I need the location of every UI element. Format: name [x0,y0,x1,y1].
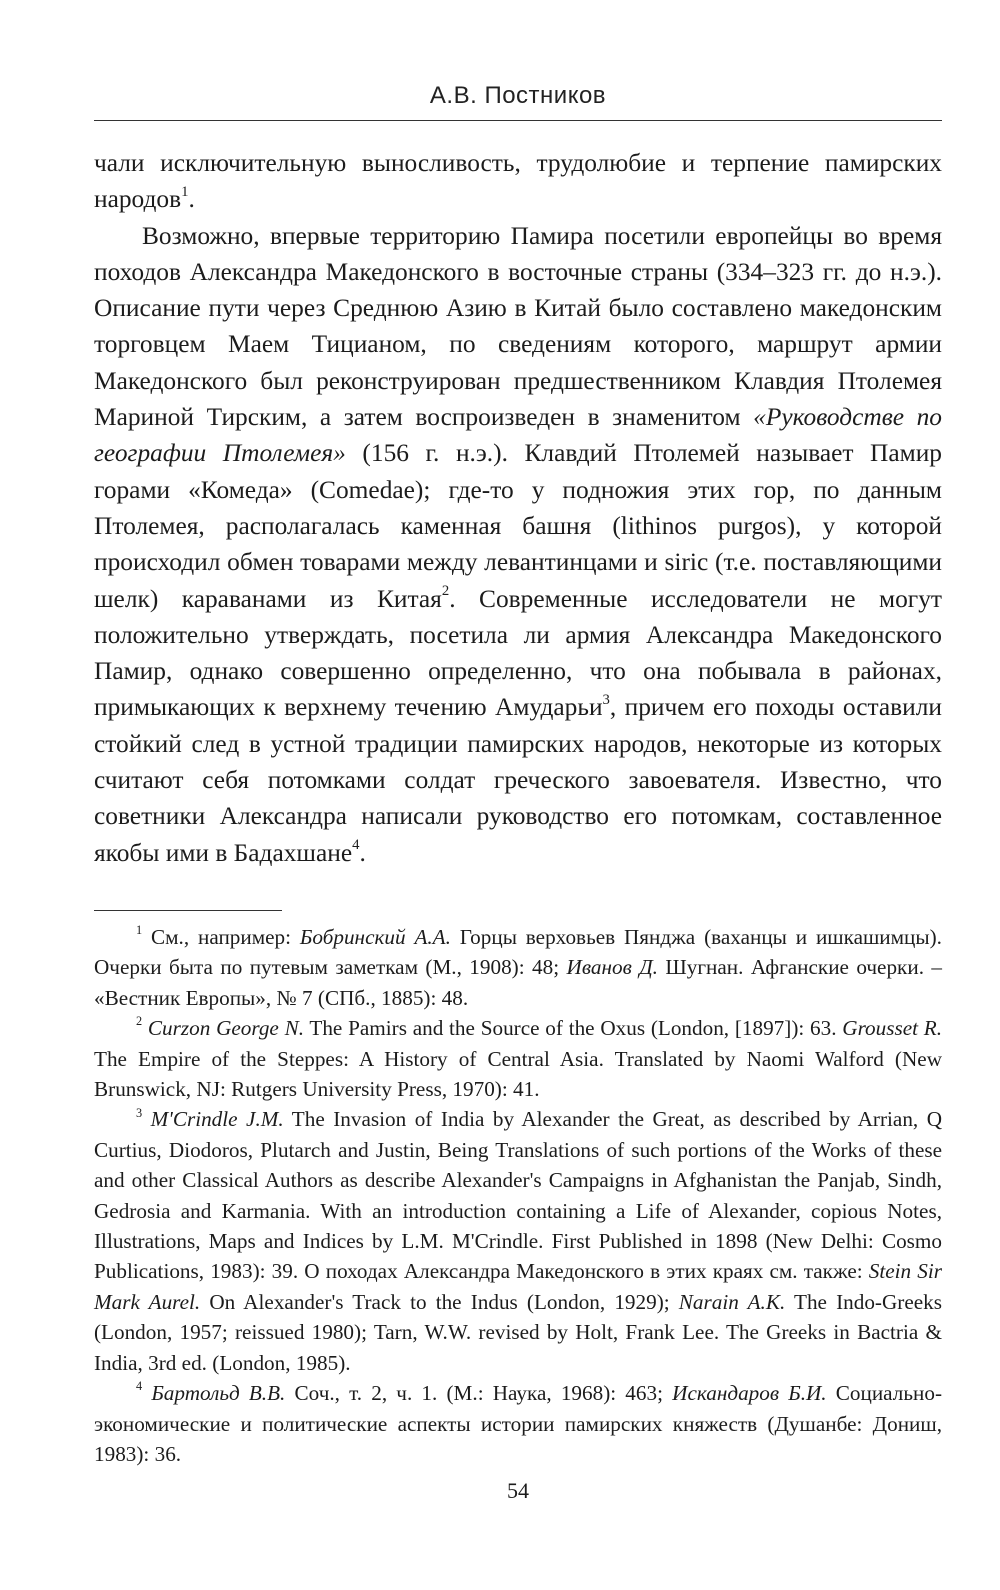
footnote-3 [94,1104,942,1378]
footnote-rule [94,910,282,911]
main-text [94,145,942,871]
header-rule [94,120,942,121]
footnote-author: Искандаров Б.И. [672,1381,827,1406]
footnote-author: Иванов Д. [566,955,658,980]
footnote-text: Горцы верховьев Пянджа (ваханцы и ишкашимцы). Очерки быта по путевым заметкам (М., 1908): 48; [94,925,942,980]
footnote-text: The Empire of the Steppes: A History of Central Asia. Translated by Naomi Walford (New Brunswick, NJ: Rutgers University Press, 1970): 41. [94,1046,942,1102]
footnote-author: Бобринский А.А. [299,925,451,949]
footnote-author: Narain A.K. [678,1289,786,1314]
footnote-text: On Alexander's Track to the Indus (London, 1929); [200,1289,679,1314]
book-title-italic: «Руководстве по географии Птолемея» [94,403,942,468]
footnote-text: Шугнан. Афганские очерки. – «Вестник Европы», № 7 (СПб., 1885): 48. [94,955,942,1010]
footnote-1 [94,922,942,1013]
footnote-4 [94,1378,942,1469]
footnote-text [142,1107,151,1131]
footnote-text: The Indo-Greeks (London, 1957; reissued 1980); Tarn, W.W. revised by Holt, Frank Lee. The Greeks in Bactria & India, 3rd ed. (London, 1985). [94,1289,942,1375]
footnote-number: 3 [136,1105,143,1120]
footnotes [94,922,942,1469]
footnote-ref-1: 1 [181,183,189,200]
footnote-number: 4 [136,1379,143,1394]
footnote-text: Соч., т. 2, ч. 1. (М.: Наука, 1968): 463; [285,1381,673,1406]
paragraph-1 [94,145,942,218]
footnote-ref-2: 2 [441,582,450,599]
footnote-2 [94,1013,942,1104]
footnote-text: См., например: [142,925,300,949]
paragraph-2 [94,218,942,871]
footnote-text: The Pamirs and the Source of the Oxus (London, [1897]): 63. [304,1016,843,1041]
paragraph-2-part-2: (156 г. н.э.). Клавдий Птолемей называет Памир горами «Комеда» (Comedae); где-то у подножия этих гор, по данным Птолемея, располагалась каменная башня (lithinos purgos), у которой происходил обмен товарами между левантинцами и siric (т.е. поставляющими шелк) караванами из Китая [94,439,942,613]
paragraph-2-part-5: . [359,838,366,867]
footnote-author: Бартольд В.В. [151,1381,286,1406]
paragraph-1-end: . [188,185,195,214]
footnote-ref-3: 3 [602,691,610,708]
page-number: 54 [507,1478,529,1503]
footnote-author: Grousset R. [842,1016,943,1041]
paragraph-1-text: чали исключительную выносливость, трудолюбие и терпение памирских народов [94,149,942,214]
running-head: А.В. Постников [429,82,607,109]
footnote-text [142,1381,151,1405]
footnote-text: Социально-экономические и политические аспекты истории памирских княжеств (Душанбе: Дониш, 1983): 36. [94,1381,942,1466]
footnote-author: M'Crindle J.M. [150,1107,284,1132]
footnote-number: 1 [136,923,143,938]
footnote-ref-4: 4 [352,836,360,853]
paragraph-2-part-3: . Современные исследователи не могут положительно утверждать, посетила ли армия Александра Македонского Памир, однако совершенно определенно, что она побывала в районах, примыкающих к верхнему течению Амударьи [94,584,942,722]
footnote-author: Stein Sir Mark Aurel. [94,1259,942,1314]
paragraph-2-part-4: , причем его походы оставили стойкий след в устной традиции памирских народов, некоторые из которых считают себя потомками солдат греческого завоевателя. Известно, что советники Александра написали руководство его потомкам, составленное якобы ими в Бадахшане [94,693,942,867]
paragraph-2-part-1: Возможно, впервые территорию Памира посетили европейцы во время походов Александра Македонского в восточные страны (334–323 гг. до н.э.). Описание пути через Среднюю Азию в Китай было составлено македонским торговцем Маем Тицианом, по сведениям которого, маршрут армии Македонского был реконструирован предшественником Клавдия Птолемея Мариной Тирским, а затем воспроизведен в знаменитом [94,221,942,432]
footnote-number: 2 [136,1014,143,1029]
footnote-author: Curzon George N. [147,1016,305,1041]
footnote-text: The Invasion of India by Alexander the Great, as described by Arrian, Q Curtius, Diodoros, Plutarch and Justin, Being Translations of such portions of the Works of these and other Classical Authors as describe Alexander's Campaigns in Afghanistan the Panjab, Sindh, Gedrosia and Karmania. With an introduction containing a Life of Alexander, copious Notes, Illustrations, Maps and Indices by L.M. M'Crindle. First Published in 1898 (New Delhi: Cosmo Publications, 1983): 39. О походах Александра Македонского в этих краях см. также: [94,1107,943,1284]
